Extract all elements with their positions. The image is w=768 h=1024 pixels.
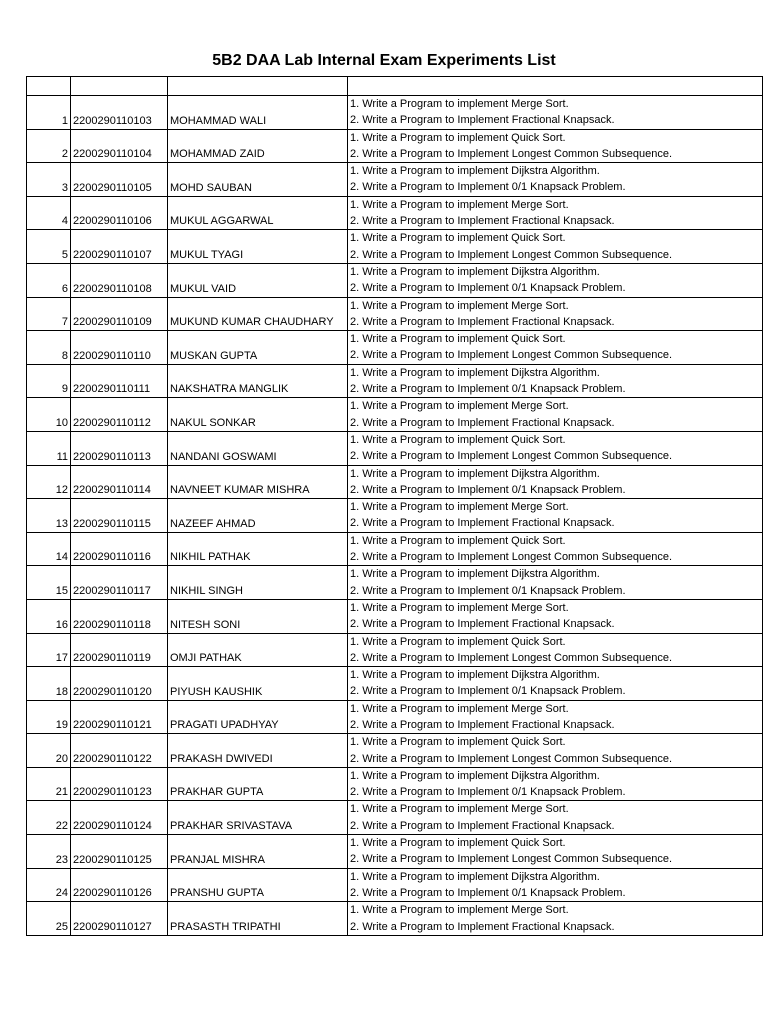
row-number: 9 <box>27 364 71 398</box>
experiments-cell <box>348 835 763 869</box>
row-number: 4 <box>27 196 71 230</box>
table-row <box>27 633 763 667</box>
experiment-1: 1. Write a Program to implement Quick Sort. <box>350 736 566 749</box>
table-row <box>27 734 763 768</box>
student-name: PRAKHAR GUPTA <box>168 767 348 801</box>
student-name: NIKHIL PATHAK <box>168 532 348 566</box>
row-number: 19 <box>27 700 71 734</box>
student-name: NANDANI GOSWAMI <box>168 431 348 465</box>
experiments-cell <box>348 364 763 398</box>
row-number: 22 <box>27 801 71 835</box>
experiment-2: 2. Write a Program to Implement Longest Common Subsequence. <box>350 651 673 664</box>
experiment-2: 2. Write a Program to Implement 0/1 Knapsack Problem. <box>350 786 626 799</box>
experiments-cell <box>348 667 763 701</box>
student-name: NIKHIL SINGH <box>168 566 348 600</box>
row-number: 2 <box>27 129 71 163</box>
table-row <box>27 431 763 465</box>
roll-number: 2200290110105 <box>71 163 168 197</box>
experiment-1: 1. Write a Program to implement Quick Sort. <box>350 635 566 648</box>
row-number: 24 <box>27 868 71 902</box>
table-row <box>27 868 763 902</box>
roll-number: 2200290110125 <box>71 835 168 869</box>
table-row <box>27 835 763 869</box>
table-row <box>27 364 763 398</box>
roll-number: 2200290110124 <box>71 801 168 835</box>
experiment-1: 1. Write a Program to implement Merge Sort. <box>350 400 569 413</box>
experiments-cell <box>348 129 763 163</box>
row-number: 20 <box>27 734 71 768</box>
experiments-cell <box>348 532 763 566</box>
roll-number: 2200290110110 <box>71 331 168 365</box>
experiment-2: 2. Write a Program to Implement 0/1 Knapsack Problem. <box>350 685 626 698</box>
table-row <box>27 398 763 432</box>
experiment-2: 2. Write a Program to Implement Fractional Knapsack. <box>350 618 615 631</box>
roll-number: 2200290110106 <box>71 196 168 230</box>
experiments-cell <box>348 700 763 734</box>
table-row <box>27 465 763 499</box>
table-row <box>27 96 763 130</box>
row-number: 23 <box>27 835 71 869</box>
experiment-2: 2. Write a Program to Implement 0/1 Knapsack Problem. <box>350 584 626 597</box>
row-number: 12 <box>27 465 71 499</box>
roll-number: 2200290110115 <box>71 499 168 533</box>
table-row <box>27 129 763 163</box>
experiment-1: 1. Write a Program to implement Dijkstra Algorithm. <box>350 265 600 278</box>
experiments-cell <box>348 398 763 432</box>
experiments-cell <box>348 767 763 801</box>
roll-number: 2200290110103 <box>71 96 168 130</box>
student-name: MOHAMMAD ZAID <box>168 129 348 163</box>
header-cell-experiments <box>348 77 763 96</box>
row-number: 1 <box>27 96 71 130</box>
row-number: 18 <box>27 667 71 701</box>
experiment-1: 1. Write a Program to implement Dijkstra Algorithm. <box>350 366 600 379</box>
experiment-2: 2. Write a Program to Implement Longest Common Subsequence. <box>350 248 673 261</box>
table-row <box>27 331 763 365</box>
table-row <box>27 599 763 633</box>
experiment-1: 1. Write a Program to implement Merge Sort. <box>350 198 569 211</box>
roll-number: 2200290110113 <box>71 431 168 465</box>
experiment-2: 2. Write a Program to Implement Longest Common Subsequence. <box>350 752 673 765</box>
student-name: NAZEEF AHMAD <box>168 499 348 533</box>
student-name: MUKUND KUMAR CHAUDHARY <box>168 297 348 331</box>
roll-number: 2200290110123 <box>71 767 168 801</box>
header-cell-no <box>27 77 71 96</box>
table-row <box>27 196 763 230</box>
roll-number: 2200290110104 <box>71 129 168 163</box>
experiment-1: 1. Write a Program to implement Dijkstra Algorithm. <box>350 568 600 581</box>
experiment-1: 1. Write a Program to implement Quick Sort. <box>350 534 566 547</box>
roll-number: 2200290110112 <box>71 398 168 432</box>
experiment-1: 1. Write a Program to implement Quick Sort. <box>350 333 566 346</box>
experiment-2: 2. Write a Program to Implement 0/1 Knapsack Problem. <box>350 886 626 899</box>
student-name: PRASASTH TRIPATHI <box>168 902 348 936</box>
experiment-2: 2. Write a Program to Implement Fractional Knapsack. <box>350 315 615 328</box>
experiment-1: 1. Write a Program to implement Dijkstra Algorithm. <box>350 165 600 178</box>
student-name: PRANJAL MISHRA <box>168 835 348 869</box>
page-title: 5B2 DAA Lab Internal Exam Experiments List <box>212 52 556 69</box>
table-row <box>27 667 763 701</box>
experiment-2: 2. Write a Program to Implement Longest Common Subsequence. <box>350 853 673 866</box>
row-number: 11 <box>27 431 71 465</box>
experiment-2: 2. Write a Program to Implement Fractional Knapsack. <box>350 215 615 228</box>
roll-number: 2200290110122 <box>71 734 168 768</box>
experiments-cell <box>348 633 763 667</box>
table-row <box>27 566 763 600</box>
experiments-cell <box>348 230 763 264</box>
table-row <box>27 532 763 566</box>
experiment-2: 2. Write a Program to Implement Fractional Knapsack. <box>350 920 615 933</box>
experiment-1: 1. Write a Program to implement Merge Sort. <box>350 904 569 917</box>
table-row <box>27 163 763 197</box>
experiment-1: 1. Write a Program to implement Quick Sort. <box>350 837 566 850</box>
experiments-cell <box>348 163 763 197</box>
experiment-2: 2. Write a Program to Implement Fractional Knapsack. <box>350 416 615 429</box>
experiment-2: 2. Write a Program to Implement 0/1 Knapsack Problem. <box>350 383 626 396</box>
student-name: PIYUSH KAUSHIK <box>168 667 348 701</box>
student-name: MOHAMMAD WALI <box>168 96 348 130</box>
roll-number: 2200290110116 <box>71 532 168 566</box>
row-number: 21 <box>27 767 71 801</box>
experiment-1: 1. Write a Program to implement Dijkstra Algorithm. <box>350 669 600 682</box>
row-number: 3 <box>27 163 71 197</box>
experiments-cell <box>348 196 763 230</box>
experiment-2: 2. Write a Program to Implement Longest Common Subsequence. <box>350 450 673 463</box>
roll-number: 2200290110111 <box>71 364 168 398</box>
student-name: PRAKHAR SRIVASTAVA <box>168 801 348 835</box>
row-number: 5 <box>27 230 71 264</box>
experiment-1: 1. Write a Program to implement Merge Sort. <box>350 803 569 816</box>
roll-number: 2200290110127 <box>71 902 168 936</box>
row-number: 10 <box>27 398 71 432</box>
experiments-table <box>26 76 763 936</box>
experiments-cell <box>348 465 763 499</box>
student-name: PRAGATI UPADHYAY <box>168 700 348 734</box>
experiment-1: 1. Write a Program to implement Dijkstra Algorithm. <box>350 870 600 883</box>
experiment-2: 2. Write a Program to Implement Fractional Knapsack. <box>350 819 615 832</box>
roll-number: 2200290110119 <box>71 633 168 667</box>
experiment-1: 1. Write a Program to implement Dijkstra Algorithm. <box>350 769 600 782</box>
student-name: MUKUL VAID <box>168 263 348 297</box>
student-name: MUKUL AGGARWAL <box>168 196 348 230</box>
table-row <box>27 902 763 936</box>
roll-number: 2200290110114 <box>71 465 168 499</box>
roll-number: 2200290110126 <box>71 868 168 902</box>
row-number: 8 <box>27 331 71 365</box>
roll-number: 2200290110121 <box>71 700 168 734</box>
roll-number: 2200290110108 <box>71 263 168 297</box>
header-cell-id <box>71 77 168 96</box>
roll-number: 2200290110118 <box>71 599 168 633</box>
experiment-1: 1. Write a Program to implement Merge Sort. <box>350 98 569 110</box>
experiments-cell <box>348 499 763 533</box>
student-name: MUSKAN GUPTA <box>168 331 348 365</box>
row-number: 25 <box>27 902 71 936</box>
experiment-2: 2. Write a Program to Implement Longest Common Subsequence. <box>350 551 673 564</box>
experiments-cell <box>348 801 763 835</box>
student-name: PRANSHU GUPTA <box>168 868 348 902</box>
experiment-2: 2. Write a Program to Implement Fractional Knapsack. <box>350 114 615 127</box>
row-number: 16 <box>27 599 71 633</box>
student-name: MUKUL TYAGI <box>168 230 348 264</box>
experiment-2: 2. Write a Program to Implement Longest Common Subsequence. <box>350 147 673 160</box>
student-name: OMJI PATHAK <box>168 633 348 667</box>
experiment-1: 1. Write a Program to implement Merge Sort. <box>350 601 569 614</box>
row-number: 17 <box>27 633 71 667</box>
table-row <box>27 801 763 835</box>
roll-number: 2200290110107 <box>71 230 168 264</box>
experiment-1: 1. Write a Program to implement Dijkstra Algorithm. <box>350 467 600 480</box>
experiment-1: 1. Write a Program to implement Quick Sort. <box>350 131 566 144</box>
row-number: 7 <box>27 297 71 331</box>
row-number: 14 <box>27 532 71 566</box>
roll-number: 2200290110120 <box>71 667 168 701</box>
table-row <box>27 297 763 331</box>
table-row <box>27 767 763 801</box>
experiments-cell <box>348 297 763 331</box>
experiment-2: 2. Write a Program to Implement 0/1 Knapsack Problem. <box>350 282 626 295</box>
experiments-cell <box>348 599 763 633</box>
experiment-2: 2. Write a Program to Implement Longest Common Subsequence. <box>350 349 673 362</box>
roll-number: 2200290110117 <box>71 566 168 600</box>
student-name: PRAKASH DWIVEDI <box>168 734 348 768</box>
experiments-cell <box>348 96 763 130</box>
experiments-cell <box>348 902 763 936</box>
experiment-1: 1. Write a Program to implement Merge Sort. <box>350 702 569 715</box>
row-number: 15 <box>27 566 71 600</box>
table-row <box>27 499 763 533</box>
experiments-cell <box>348 734 763 768</box>
header-cell-name <box>168 77 348 96</box>
table-row <box>27 230 763 264</box>
experiment-1: 1. Write a Program to implement Quick Sort. <box>350 232 566 245</box>
experiment-2: 2. Write a Program to Implement Fractional Knapsack. <box>350 718 615 731</box>
experiment-2: 2. Write a Program to Implement 0/1 Knapsack Problem. <box>350 483 626 496</box>
student-name: NITESH SONI <box>168 599 348 633</box>
experiment-2: 2. Write a Program to Implement 0/1 Knapsack Problem. <box>350 181 626 194</box>
student-name: NAKUL SONKAR <box>168 398 348 432</box>
row-number: 13 <box>27 499 71 533</box>
roll-number: 2200290110109 <box>71 297 168 331</box>
table-header-row <box>27 77 763 96</box>
student-name: NAKSHATRA MANGLIK <box>168 364 348 398</box>
experiment-1: 1. Write a Program to implement Quick Sort. <box>350 433 566 446</box>
experiments-cell <box>348 566 763 600</box>
experiment-1: 1. Write a Program to implement Merge Sort. <box>350 299 569 312</box>
table-row <box>27 700 763 734</box>
student-name: MOHD SAUBAN <box>168 163 348 197</box>
experiments-table-body <box>27 77 763 936</box>
experiments-cell <box>348 263 763 297</box>
experiments-cell <box>348 868 763 902</box>
table-row <box>27 263 763 297</box>
row-number: 6 <box>27 263 71 297</box>
student-name: NAVNEET KUMAR MISHRA <box>168 465 348 499</box>
experiments-cell <box>348 431 763 465</box>
experiment-2: 2. Write a Program to Implement Fractional Knapsack. <box>350 517 615 530</box>
experiment-1: 1. Write a Program to implement Merge Sort. <box>350 501 569 514</box>
experiments-cell <box>348 331 763 365</box>
